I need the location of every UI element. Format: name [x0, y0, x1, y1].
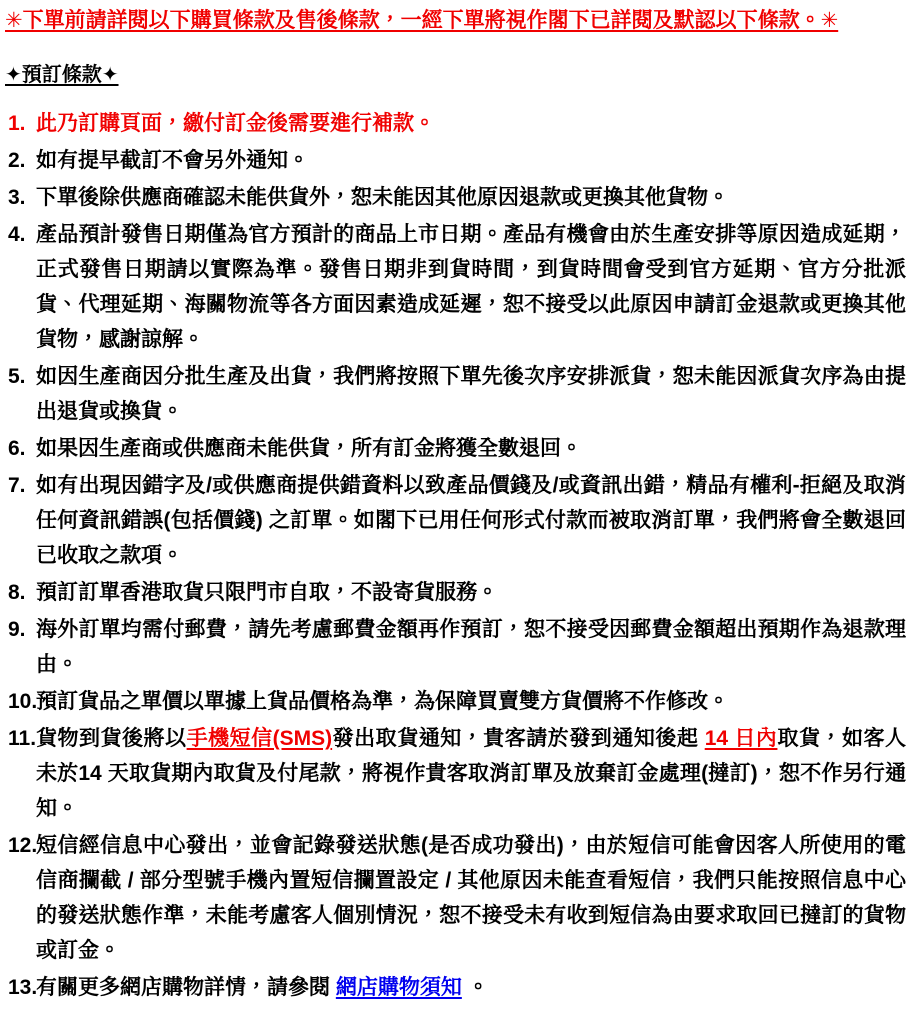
term-number: 3. [8, 186, 26, 209]
term-number: 2. [8, 149, 26, 172]
term-item-3 [5, 180, 906, 215]
term-number: 12. [8, 834, 38, 857]
term-number: 9. [8, 618, 26, 641]
term-item-10 [5, 684, 906, 719]
term-text: 如有提早截訂不會另外通知。 [36, 149, 309, 172]
term-item-12 [5, 828, 906, 968]
term-item-4 [5, 217, 906, 357]
shop-guide-link[interactable]: 網店購物須知 [335, 976, 462, 999]
term-text: 海外訂單均需付郵費，請先考慮郵費金額再作預訂，恕不接受因郵費金額超出預期作為退款理由。 [36, 618, 906, 676]
term-item-8 [5, 575, 906, 610]
term-item-9 [5, 612, 906, 682]
term-number: 7. [8, 474, 26, 497]
term-text: 產品預計發售日期僅為官方預計的商品上市日期。產品有機會由於生產安排等原因造成延期，正式發售日期請以實際為準。發售日期非到貨時間，到貨時間會受到官方延期、官方分批派貨、代理延期、海關物流等各方面因素造成延遲，恕不接受以此原因申請訂金退款或更換其他貨物，感謝諒解。 [36, 223, 906, 351]
term-item-11 [5, 721, 906, 826]
term-text-segment: 有關更多網店購物詳情，請參閱 [36, 976, 336, 999]
term-text: 如因生產商因分批生產及出貨，我們將按照下單先後次序安排派貨，恕未能因派貨次序為由提出退貨或換貨。 [36, 365, 906, 423]
terms-list [5, 106, 906, 1005]
term-number: 11. [8, 727, 37, 750]
term-number: 4. [8, 223, 26, 246]
term-number: 5. [8, 365, 26, 388]
term-item-1 [5, 106, 906, 141]
sms-highlight: 手機短信(SMS) [186, 727, 333, 750]
term-number: 1. [8, 112, 26, 135]
term-item-6 [5, 431, 906, 466]
term-text-segment: 取貨，如客人未於14 天取貨期內取貨及付尾款，將視作貴客取消訂單及放棄訂金處理(撻訂)，恕不作另行通知。 [36, 727, 906, 820]
term-text: 短信經信息中心發出，並會記錄發送狀態(是否成功發出)，由於短信可能會因客人所使用的電信商攔截 / 部分型號手機內置短信攔置設定 / 其他原因未能查看短信，我們只能按照信息中心的發送狀態作準，未能考慮客人個別情況，恕不接受未有收到短信為由要求取回已撻訂的貨物或訂金。 [36, 834, 906, 962]
term-text: 此乃訂購頁面，繳付訂金後需要進行補款。 [36, 112, 435, 135]
term-number: 6. [8, 437, 26, 460]
term-text-segment: 發出取貨通知，貴客請於發到通知後起 [332, 727, 705, 750]
term-text: 如有出現因錯字及/或供應商提供錯資料以致產品價錢及/或資訊出錯，精品有權利-拒絕及取消任何資訊錯誤(包括價錢) 之訂單。如閣下已用任何形式付款而被取消訂單，我們將會全數退回已收取之款項。 [36, 474, 906, 567]
term-item-5 [5, 359, 906, 429]
term-item-13 [5, 970, 906, 1005]
term-text: 預訂訂單香港取貨只限門市自取，不設寄貨服務。 [36, 581, 498, 604]
term-text: 預訂貨品之單價以單據上貨品價格為準，為保障買賣雙方貨價將不作修改。 [36, 690, 729, 713]
purchase-notice: ✳下單前請詳閱以下購買條款及售後條款，一經下單將視作閣下已詳閱及默認以下條款。✳ [5, 9, 839, 32]
term-number: 10. [8, 690, 38, 713]
term-text-segment: 。 [461, 976, 489, 999]
term-text: 下單後除供應商確認未能供貨外，恕未能因其他原因退款或更換其他貨物。 [36, 186, 729, 209]
term-item-7 [5, 468, 906, 573]
pickup-deadline-highlight: 14 日內 [704, 727, 778, 750]
term-item-2 [5, 143, 906, 178]
term-number: 13. [8, 976, 38, 999]
preorder-terms-heading: ✦預訂條款✦ [5, 64, 119, 86]
term-text-segment: 貨物到貨後將以 [36, 727, 187, 750]
term-number: 8. [8, 581, 26, 604]
term-text: 如果因生產商或供應商未能供貨，所有訂金將獲全數退回。 [36, 437, 582, 460]
